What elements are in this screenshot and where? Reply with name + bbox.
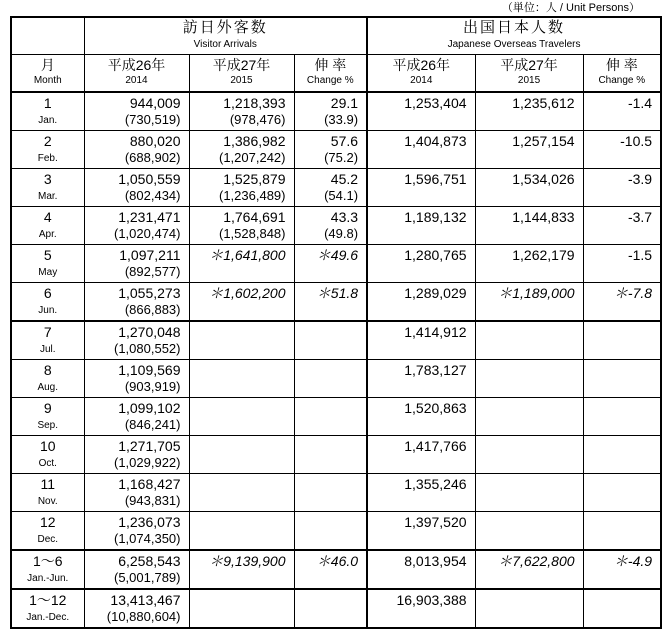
visitor-arrivals-en: Visitor Arrivals [193,39,257,50]
visitor-change-cell [294,360,367,398]
month-cell: 10 Oct. [11,436,84,474]
overseas-2014-cell: 1,417,766 [367,436,475,474]
visitor-change-cell: 29.1 (33.9) [294,92,367,131]
month-cell: 3 Mar. [11,169,84,207]
visitor-2015-cell [189,398,294,436]
visitor-2015-cell: ＊9,139,900 [189,550,294,589]
table-row [11,360,661,398]
visitor-2015-cell: 1,764,691 (1,528,848) [189,207,294,245]
visitor-2014-header: 平成26年 2014 [84,55,189,93]
visitor-arrivals-header [84,17,367,55]
overseas-2015-cell: ＊1,189,000 [475,283,583,322]
month-cell: 2 Feb. [11,131,84,169]
visitor-2015-cell [189,589,294,628]
month-cell: 1 Jan. [11,92,84,131]
overseas-2014-cell: 1,280,765 [367,245,475,283]
group-header-row [11,17,661,55]
overseas-2015-cell: 1,257,154 [475,131,583,169]
visitor-change-cell: 57.6 (75.2) [294,131,367,169]
overseas-2014-cell: 1,783,127 [367,360,475,398]
visitor-2015-cell [189,436,294,474]
table-body [11,92,661,628]
month-cell: 1～12 Jan.-Dec. [11,589,84,628]
visitor-change-cell [294,474,367,512]
visitor-2015-cell [189,474,294,512]
visitor-change-cell: ＊51.8 [294,283,367,322]
overseas-change-cell [583,321,661,360]
overseas-2014-cell: 1,404,873 [367,131,475,169]
visitor-2014-cell: 6,258,543 (5,001,789) [84,550,189,589]
table-row [11,474,661,512]
month-cell: 7 Jul. [11,321,84,360]
visitor-change-cell: ＊46.0 [294,550,367,589]
table-row [11,589,661,628]
visitor-change-cell: ＊49.6 [294,245,367,283]
month-cell: 5 May [11,245,84,283]
overseas-2015-cell: 1,534,026 [475,169,583,207]
visitor-2015-cell: ＊1,641,800 [189,245,294,283]
overseas-change-cell [583,589,661,628]
overseas-2014-header: 平成26年 2014 [367,55,475,93]
visitor-change-header: 伸 率 Change % [294,55,367,93]
overseas-2015-cell [475,360,583,398]
overseas-2014-cell: 1,414,912 [367,321,475,360]
table-row [11,321,661,360]
overseas-2015-cell [475,436,583,474]
column-header-row [11,55,661,93]
overseas-2014-cell: 1,253,404 [367,92,475,131]
month-header: 月 Month [11,55,84,93]
table-row [11,512,661,551]
visitor-2014-cell: 1,050,559 (802,434) [84,169,189,207]
visitor-2014-cell: 1,236,073 (1,074,350) [84,512,189,551]
overseas-2014-cell: 1,355,246 [367,474,475,512]
table-row [11,550,661,589]
overseas-travelers-en: Japanese Overseas Travelers [447,39,581,50]
overseas-2014-cell: 1,520,863 [367,398,475,436]
statistics-table-wrapper [10,16,660,629]
visitor-2015-cell [189,360,294,398]
overseas-change-cell: ＊-7.8 [583,283,661,322]
overseas-2015-cell [475,398,583,436]
table-row [11,283,661,322]
overseas-2015-cell [475,474,583,512]
month-cell: 9 Sep. [11,398,84,436]
visitor-change-cell: 43.3 (49.8) [294,207,367,245]
overseas-change-cell: -1.5 [583,245,661,283]
overseas-2015-cell [475,589,583,628]
overseas-2015-cell: 1,262,179 [475,245,583,283]
overseas-travelers-ja: 出国日本人数 [463,19,566,36]
visitor-change-cell [294,321,367,360]
table-row [11,207,661,245]
visitor-2014-cell: 1,097,211 (892,577) [84,245,189,283]
month-cell: 11 Nov. [11,474,84,512]
month-cell: 1～6 Jan.-Jun. [11,550,84,589]
table-row [11,398,661,436]
month-cell: 8 Aug. [11,360,84,398]
overseas-change-cell [583,512,661,551]
statistics-table [10,16,662,629]
unit-note: （単位：人 / Unit Persons） [501,2,640,14]
table-row [11,92,661,131]
visitor-2015-cell: ＊1,602,200 [189,283,294,322]
overseas-change-cell: -10.5 [583,131,661,169]
empty-corner-cell [11,17,84,55]
visitor-2014-cell: 1,270,048 (1,080,552) [84,321,189,360]
overseas-change-cell [583,360,661,398]
visitor-change-cell [294,398,367,436]
overseas-2014-cell: 1,596,751 [367,169,475,207]
table-row [11,245,661,283]
overseas-2015-cell: ＊7,622,800 [475,550,583,589]
overseas-travelers-header [367,17,661,55]
visitor-2014-cell: 1,168,427 (943,831) [84,474,189,512]
visitor-2015-cell: 1,218,393 (978,476) [189,92,294,131]
overseas-2014-cell: 16,903,388 [367,589,475,628]
month-cell: 12 Dec. [11,512,84,551]
visitor-2015-cell [189,321,294,360]
visitor-2015-cell: 1,386,982 (1,207,242) [189,131,294,169]
visitor-2014-cell: 1,109,569 (903,919) [84,360,189,398]
month-cell: 6 Jun. [11,283,84,322]
visitor-2014-cell: 1,271,705 (1,029,922) [84,436,189,474]
visitor-change-cell [294,512,367,551]
table-row [11,169,661,207]
overseas-change-cell [583,436,661,474]
visitor-2014-cell: 880,020 (688,902) [84,131,189,169]
overseas-change-cell [583,474,661,512]
overseas-2015-cell: 1,144,833 [475,207,583,245]
visitor-change-cell: 45.2 (54.1) [294,169,367,207]
overseas-change-cell: ＊-4.9 [583,550,661,589]
visitor-arrivals-ja: 訪日外客数 [182,19,268,36]
visitor-2015-cell: 1,525,879 (1,236,489) [189,169,294,207]
overseas-change-cell: -3.9 [583,169,661,207]
overseas-2015-header: 平成27年 2015 [475,55,583,93]
visitor-2014-cell: 944,009 (730,519) [84,92,189,131]
overseas-change-cell [583,398,661,436]
overseas-change-header: 伸 率 Change % [583,55,661,93]
visitor-2014-cell: 1,099,102 (846,241) [84,398,189,436]
table-row [11,131,661,169]
visitor-2015-cell [189,512,294,551]
month-cell: 4 Apr. [11,207,84,245]
overseas-2015-cell [475,321,583,360]
visitor-2015-header: 平成27年 2015 [189,55,294,93]
visitor-2014-cell: 13,413,467 (10,880,604) [84,589,189,628]
visitor-change-cell [294,589,367,628]
table-row [11,436,661,474]
overseas-2014-cell: 1,289,029 [367,283,475,322]
visitor-2014-cell: 1,231,471 (1,020,474) [84,207,189,245]
visitor-change-cell [294,436,367,474]
overseas-2014-cell: 8,013,954 [367,550,475,589]
overseas-2015-cell [475,512,583,551]
overseas-2015-cell: 1,235,612 [475,92,583,131]
overseas-2014-cell: 1,189,132 [367,207,475,245]
overseas-change-cell: -3.7 [583,207,661,245]
overseas-2014-cell: 1,397,520 [367,512,475,551]
overseas-change-cell: -1.4 [583,92,661,131]
visitor-2014-cell: 1,055,273 (866,883) [84,283,189,322]
